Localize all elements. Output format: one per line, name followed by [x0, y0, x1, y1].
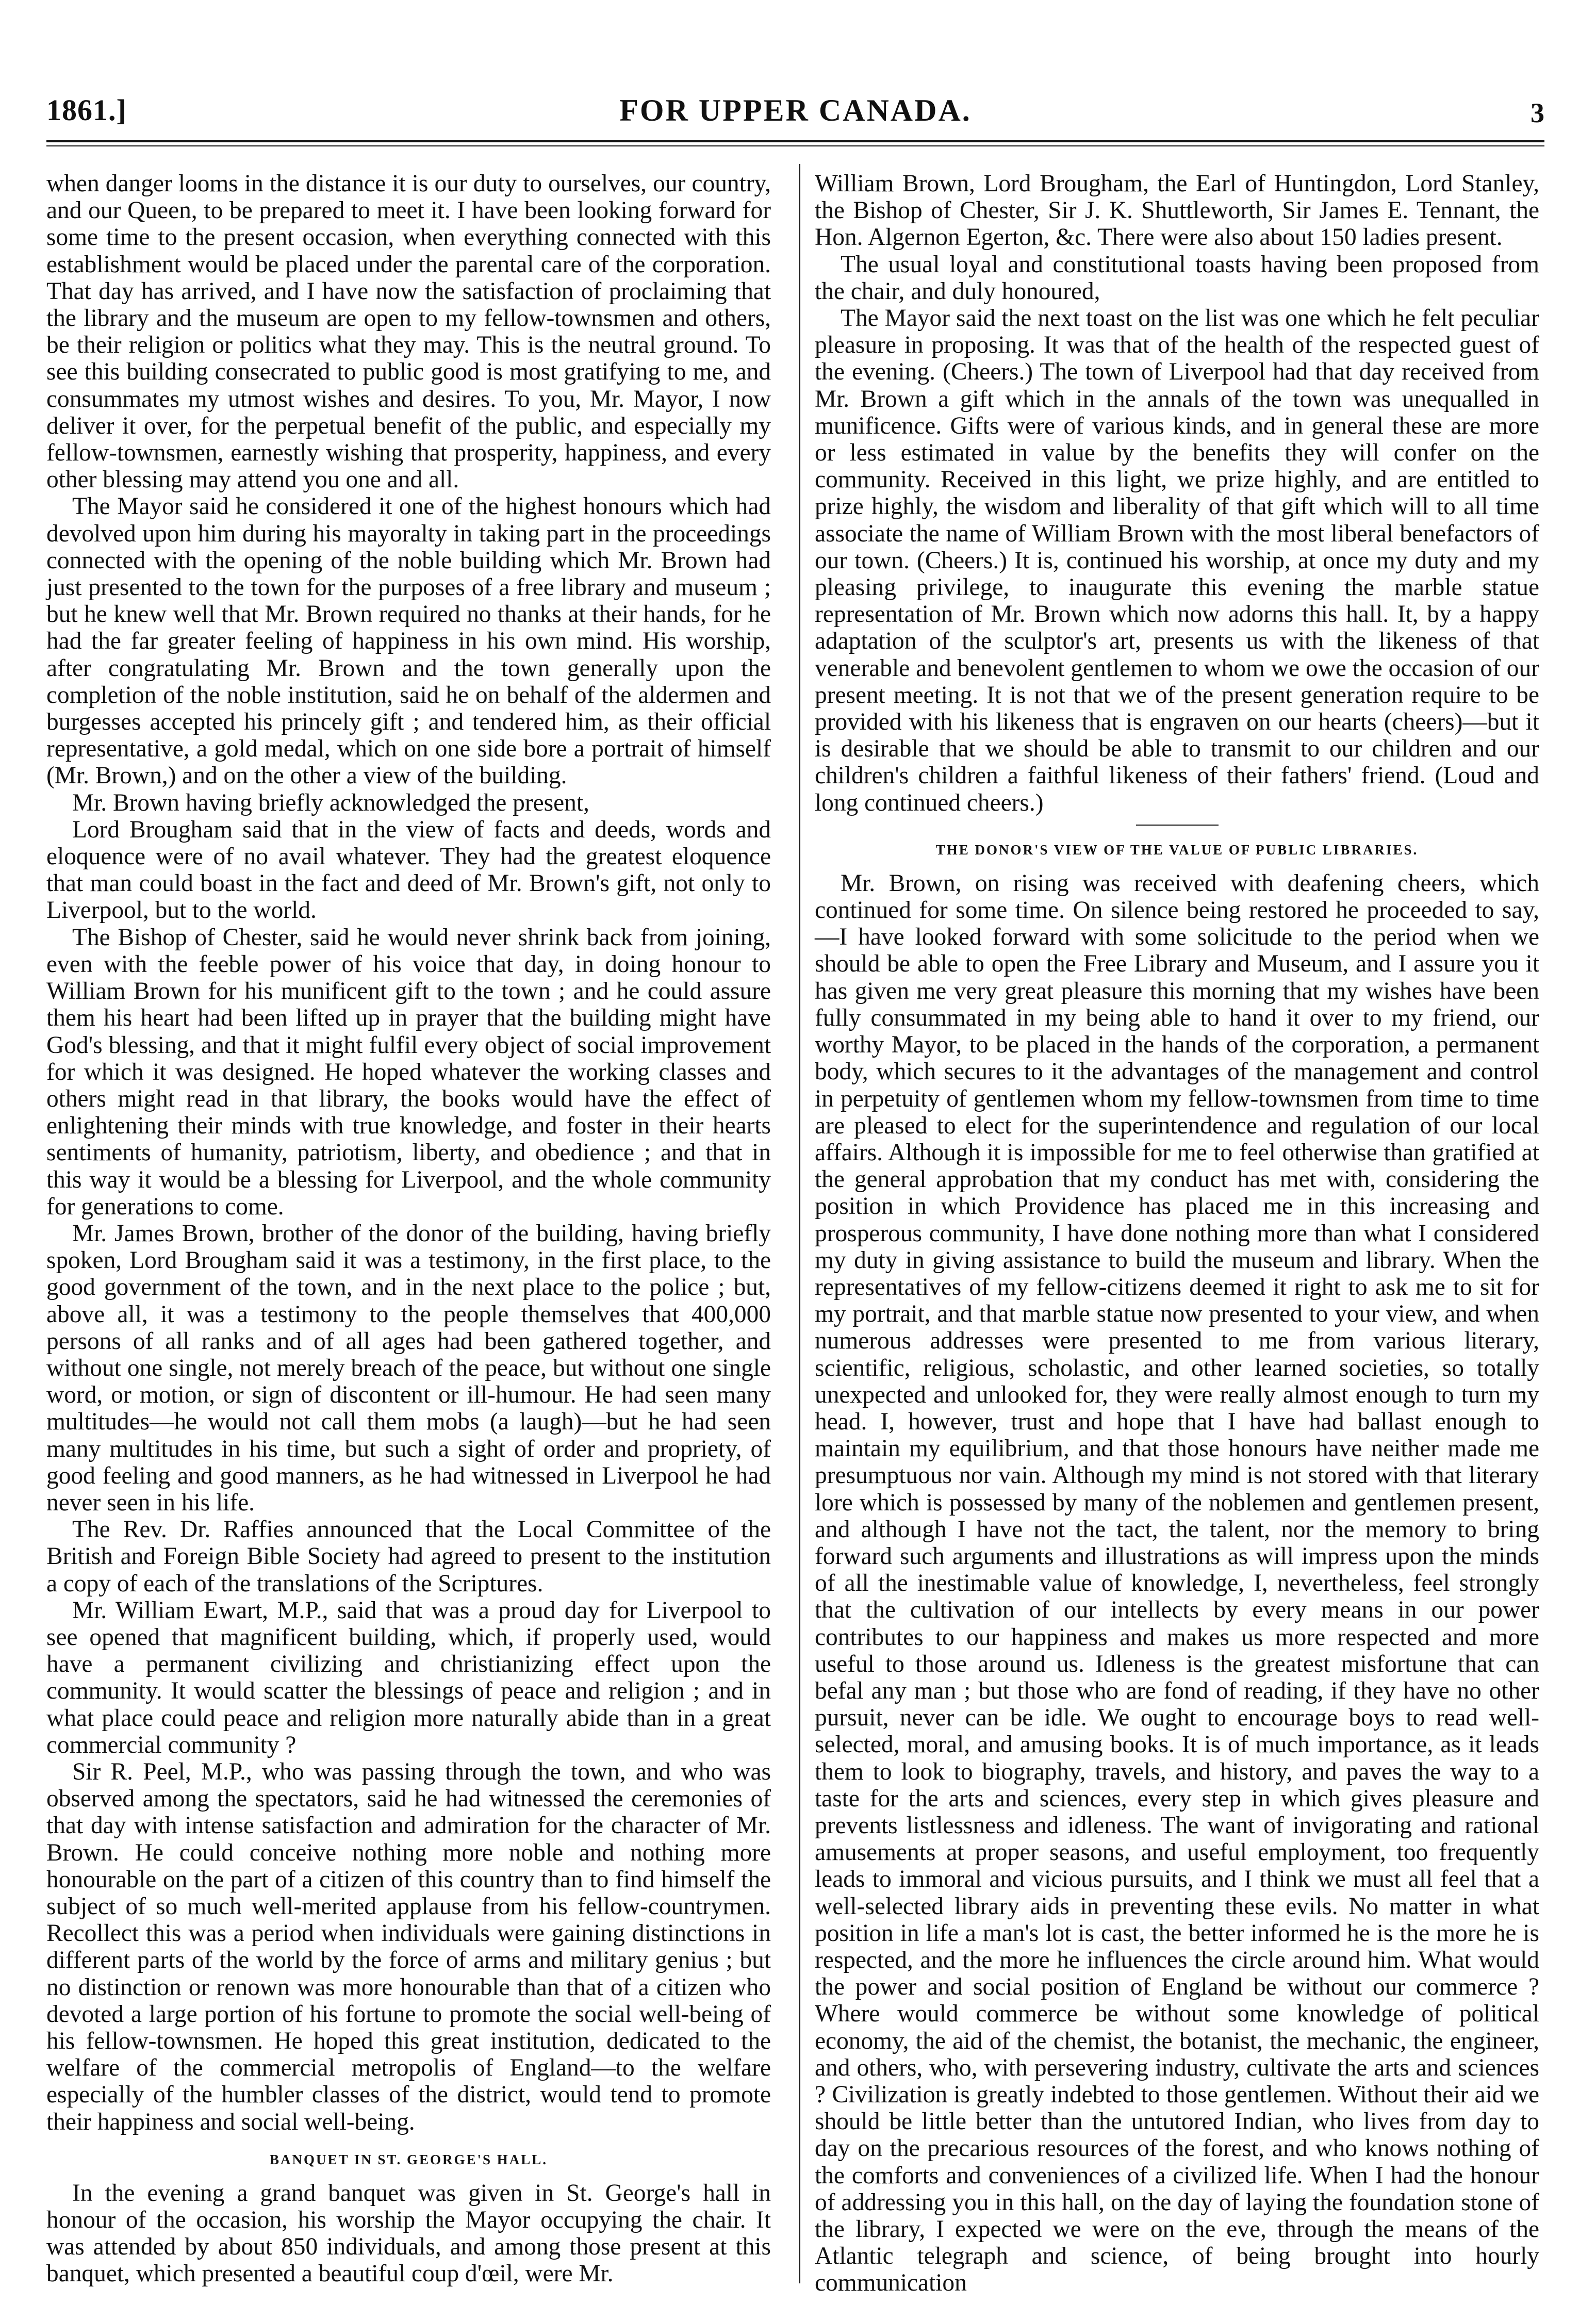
right-paragraph: William Brown, Lord Brougham, the Earl of Huntingdon, Lord Stanley, the Bishop of Chester, Sir J. K. Shuttleworth, Sir James E. Tennant, the Hon. Algernon Egerton, &c. There were also about 150 ladies present.: [815, 170, 1539, 251]
section-heading-banquet: BANQUET IN ST. GEORGE'S HALL.: [269, 2151, 548, 2167]
right-column: [815, 170, 1539, 2297]
left-column: [46, 170, 771, 2287]
left-paragraph: The Bishop of Chester, said he would never shrink back from joining, even with the feeble power of his voice that day, in doing honour to William Brown for his munificent gift to the town ; and he could assure them his heart had been lifted up in prayer that the building might have God's blessing, and that it might fulfil every object of social improvement for which it was designed. He hoped whatever the working classes and others might read in that library, the books would have the effect of enlightening their minds with true knowledge, and foster in their hearts sentiments of humanity, patriotism, liberty, and obedience ; and that in this way it would be a blessing for Liverpool, and the whole community for generations to come.: [46, 924, 771, 1220]
right-paragraph: The Mayor said the next toast on the list was one which he felt peculiar pleasure in proposing. It was that of the health of the respected guest of the evening. (Cheers.) The town of Liverpool had that day received from Mr. Brown a gift which in the annals of the town was unequalled in munificence. Gifts were of various kinds, and in general these are more or less estimated in value by the benefits they will confer on the community. Received in this light, we prize highly, and are entitled to prize highly, the wisdom and liberality of that gift which will to all time associate the name of William Brown with the most liberal benefactors of our town. (Cheers.) It is, continued his worship, at once my duty and my pleasing privilege, to inaugurate this evening the marble statue representation of Mr. Brown which now adorns this hall. It, by a happy adaptation of the sculptor's art, presents us with the likeness of that venerable and benevolent gentlemen to whom we owe the occasion of our present meeting. It is not that we of the present generation require to be provided with his likeness that is engraven on our hearts (cheers)—but it is desirable that we should be able to transmit to our children and our children's children a faithful likeness of their fathers' friend. (Loud and long continued cheers.): [815, 305, 1539, 816]
page-number: 3: [1531, 97, 1544, 128]
left-paragraph: Mr. James Brown, brother of the donor of the building, having briefly spoken, Lord Brougham said it was a testimony, in the first place, to the good government of the town, and in the next place to the police ; but, above all, it was a testimony to the people themselves that 400,000 persons of all ranks and of all ages had been gathered together, and without one single, not merely breach of the peace, but without one single word, or motion, or sign of discontent or ill-humour. He had seen many multitudes—he would not call them mobs (a laugh)—but he had seen many multitudes in his time, but such a sight of order and propriety, of good feeling and good manners, as he had witnessed in Liverpool he had never seen in his life.: [46, 1220, 771, 1516]
section-heading-donors-view: THE DONOR'S VIEW OF THE VALUE OF PUBLIC LIBRARIES.: [935, 842, 1419, 858]
left-paragraph: when danger looms in the distance it is our duty to ourselves, our country, and our Queen, to be prepared to meet it. I have been looking forward for some time to the present occasion, when everything connected with this establishment would be placed under the parental care of the corporation. That day has arrived, and I have now the satisfaction of proclaiming that the library and the museum are open to my fellow-townsmen and others, be their religion or politics what they may. This is the neutral ground. To see this building consecrated to public good is most gratifying to me, and consummates my utmost wishes and desires. To you, Mr. Mayor, I now deliver it over, for the perpetual benefit of the public, and especially my fellow-townsmen, earnestly wishing that prosperity, happiness, and every other blessing may attend you one and all.: [46, 170, 771, 493]
left-paragraph: Mr. Brown having briefly acknowledged the present,: [72, 789, 589, 816]
section-rule: [1136, 825, 1219, 826]
column-divider: [799, 164, 800, 2283]
header-year: 1861.]: [46, 93, 127, 127]
left-paragraph: Sir R. Peel, M.P., who was passing through the town, and who was observed among the spectators, said he had witnessed the ceremonies of that day with intense satisfaction and admiration for the character of Mr. Brown. He could conceive nothing more noble and nothing more honourable on the part of a citizen of this country than to find himself the subject of so much well-merited applause from his fellow-countrymen. Recollect this was a period when individuals were gaining distinctions in different parts of the world by the force of arms and military genius ; but no distinction or renown was more honourable than that of a citizen who devoted a large portion of his fortune to promote the social well-being of his fellow-townsmen. He hoped this great institution, dedicated to the welfare of the commercial metropolis of England—to the welfare especially of the humbler classes of the district, would tend to promote their happiness and social well-being.: [46, 1758, 771, 2135]
left-paragraph: Mr. William Ewart, M.P., said that was a proud day for Liverpool to see opened that magnificent building, which, if properly used, would have a permanent civilizing and christianizing effect upon the community. It would scatter the blessings of peace and religion ; and in what place could peace and religion more naturally abide than in a great commercial community ?: [46, 1597, 771, 1758]
right-paragraph: The usual loyal and constitutional toasts having been proposed from the chair, and duly honoured,: [815, 251, 1539, 305]
page-header: [46, 93, 1544, 134]
header-rule-thin: [46, 145, 1544, 146]
left-paragraph: The Rev. Dr. Raffies announced that the Local Committee of the British and Foreign Bible Society had agreed to present to the institution a copy of each of the translations of the Scriptures.: [46, 1516, 771, 1597]
left-paragraph: The Mayor said he considered it one of the highest honours which had devolved upon him during his mayoralty in taking part in the proceedings connected with the opening of the noble building which Mr. Brown had just presented to the town for the purposes of a free library and museum ; but he knew well that Mr. Brown required no thanks at their hands, for he had the far greater feeling of happiness in his own mind. His worship, after congratulating Mr. Brown and the town generally upon the completion of the noble institution, said he on behalf of the aldermen and burgesses accepted his princely gift ; and tendered him, as their official representative, a gold medal, which on one side bore a portrait of himself (Mr. Brown,) and on the other a view of the building.: [46, 493, 771, 789]
header-rule-thick: [46, 140, 1544, 142]
left-paragraph: In the evening a grand banquet was given in St. George's hall in honour of the occasion, his worship the Mayor occupying the chair. It was attended by about 850 individuals, and among those present at this banquet, which presented a beautiful coup d'œil, were Mr.: [46, 2179, 771, 2287]
header-title: FOR UPPER CANADA.: [619, 93, 972, 127]
right-paragraph: Mr. Brown, on rising was received with deafening cheers, which continued for some time. On silence being restored he proceeded to say,—I have looked forward with some solicitude to the period when we should be able to open the Free Library and Museum, and I assure you it has given me very great pleasure this morning that my wishes have been fully consummated in my being able to hand it over to my friend, our worthy Mayor, to be placed in the hands of the corporation, a permanent body, which secures to it the advantages of the management and control in perpetuity of gentlemen whom my fellow-townsmen from time to time are pleased to elect for the superintendence and regulation of our local affairs. Although it is impossible for me to feel otherwise than gratified at the general approbation that my conduct has met with, considering the position in which Providence has placed me in this increasing and prosperous community, I have done nothing more than what I considered my duty in giving assistance to build the museum and library. When the representatives of my fellow-citizens deemed it right to ask me to sit for my portrait, and that marble statue now presented to your view, and when numerous addresses were presented to me from various literary, scientific, religious, scholastic, and other learned societies, so totally unexpected and unlooked for, they were really almost enough to turn my head. I, however, trust and hope that I have had ballast enough to maintain my equilibrium, and that those honours have neither made me presumptuous nor vain. Although my mind is not stored with that literary lore which is possessed by many of the noblemen and gentlemen present, and although I have not the tact, the talent, nor the memory to bring forward such arguments and illustrations as will impress upon the minds of all the inestimable value of knowledge, I, nevertheless, feel strongly that the cultivation of our intellects by every means in our power contributes to our happiness and makes us more respected and more useful to those around us. Idleness is the greatest misfortune that can befal any man ; but those who are fond of reading, if they have no other pursuit, never can be idle. We ought to encourage boys to read well-selected, moral, and amusing books. It is of much importance, as it leads them to look to biography, travels, and history, and paves the way to a taste for the arts and sciences, every step in which gives pleasure and prevents listlessness and idleness. The want of invigorating and rational amusements at proper seasons, and useful employment, too frequently leads to immoral and vicious pursuits, and I think we must all feel that a well-selected library aids in preventing these evils. No matter in what position in life a man's lot is cast, the better informed he is the more he is respected, and the more he influences the circle around him. What would the power and social position of England be without our commerce ? Where would commerce be without some knowledge of political economy, the aid of the chemist, the botanist, the mechanic, the engineer, and others, who, with persevering industry, cultivate the arts and sciences ? Civilization is greatly indebted to those gentlemen. Without their aid we should be little better than the untutored Indian, who lives from day to day on the precarious resources of the forest, and who knows nothing of the comforts and conveniences of a civilized life. When I had the honour of addressing you in this hall, on the day of laying the foundation stone of the library, I expected we were on the eve, through the means of the Atlantic telegraph and science, of being brought into hourly communication: [815, 869, 1539, 2297]
left-paragraph: Lord Brougham said that in the view of facts and deeds, words and eloquence were of no avail whatever. They had the greatest eloquence that man could boast in the fact and deed of Mr. Brown's gift, not only to Liverpool, but to the world.: [46, 816, 771, 924]
